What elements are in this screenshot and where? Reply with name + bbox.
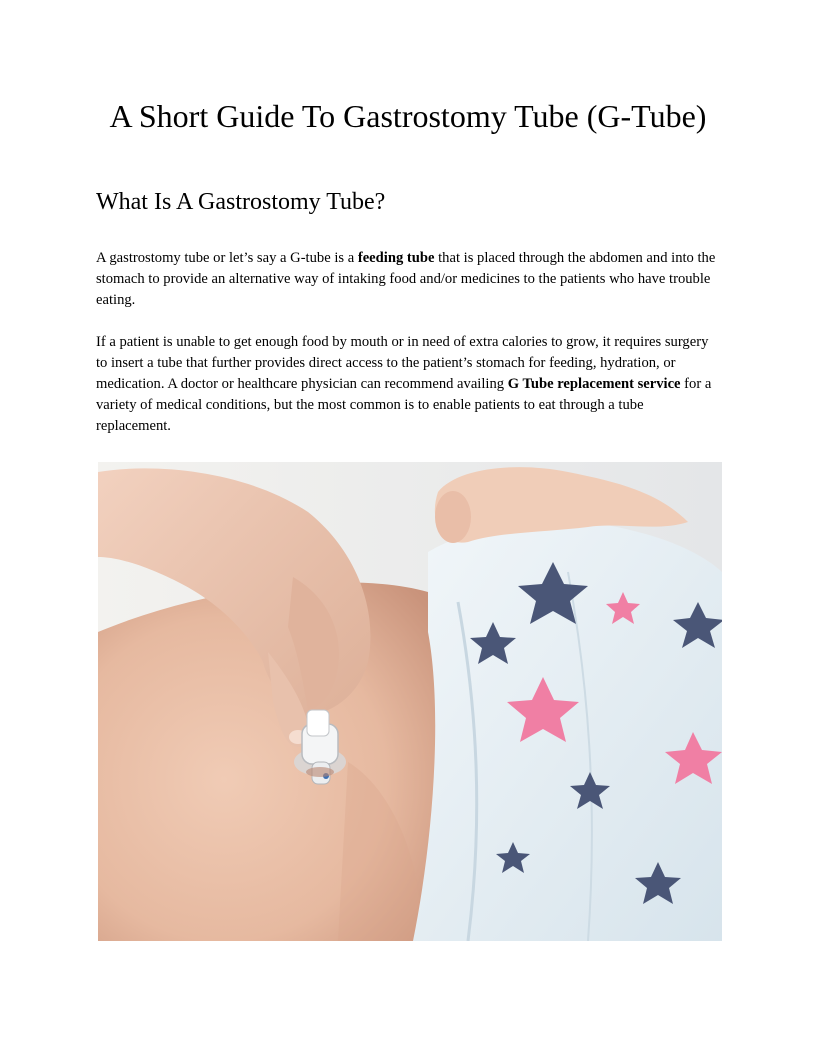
g-tube-photo bbox=[98, 462, 722, 941]
bold-term-feeding-tube: feeding tube bbox=[357, 250, 435, 266]
baby-finger bbox=[435, 491, 471, 543]
g-tube-cap bbox=[307, 710, 329, 736]
paragraph-details-text-a: If a patient is unable to get enough food by mouth or in need of extra calories to grow, it requires surgery to insert a tube that further provides direct access to the patient’s stomach for feeding, hydration, or medication. A doctor or healthcare physician can recommend availing bbox=[96, 334, 709, 392]
section-heading: What Is A Gastrostomy Tube? bbox=[96, 189, 386, 215]
navel bbox=[306, 767, 334, 777]
document-title: A Short Guide To Gastrostomy Tube (G-Tube) bbox=[109, 98, 707, 134]
bold-term-g-tube-replacement: G Tube replacement service bbox=[507, 376, 681, 392]
paragraph-intro-text-b: that is placed through the abdomen and into the stomach to provide an alternative way of intaking food and/or medicines to the patients who have trouble eating. bbox=[96, 250, 716, 308]
paragraph-intro-text-a: A gastrostomy tube or let’s say a G-tube is a bbox=[96, 250, 358, 266]
paragraph-details-text-b: for a variety of medical conditions, but the most common is to enable patients to eat through a tube replacement. bbox=[96, 376, 712, 434]
paragraph-details bbox=[96, 332, 720, 437]
g-tube-illustration bbox=[98, 462, 722, 941]
paragraph-intro bbox=[96, 248, 720, 311]
